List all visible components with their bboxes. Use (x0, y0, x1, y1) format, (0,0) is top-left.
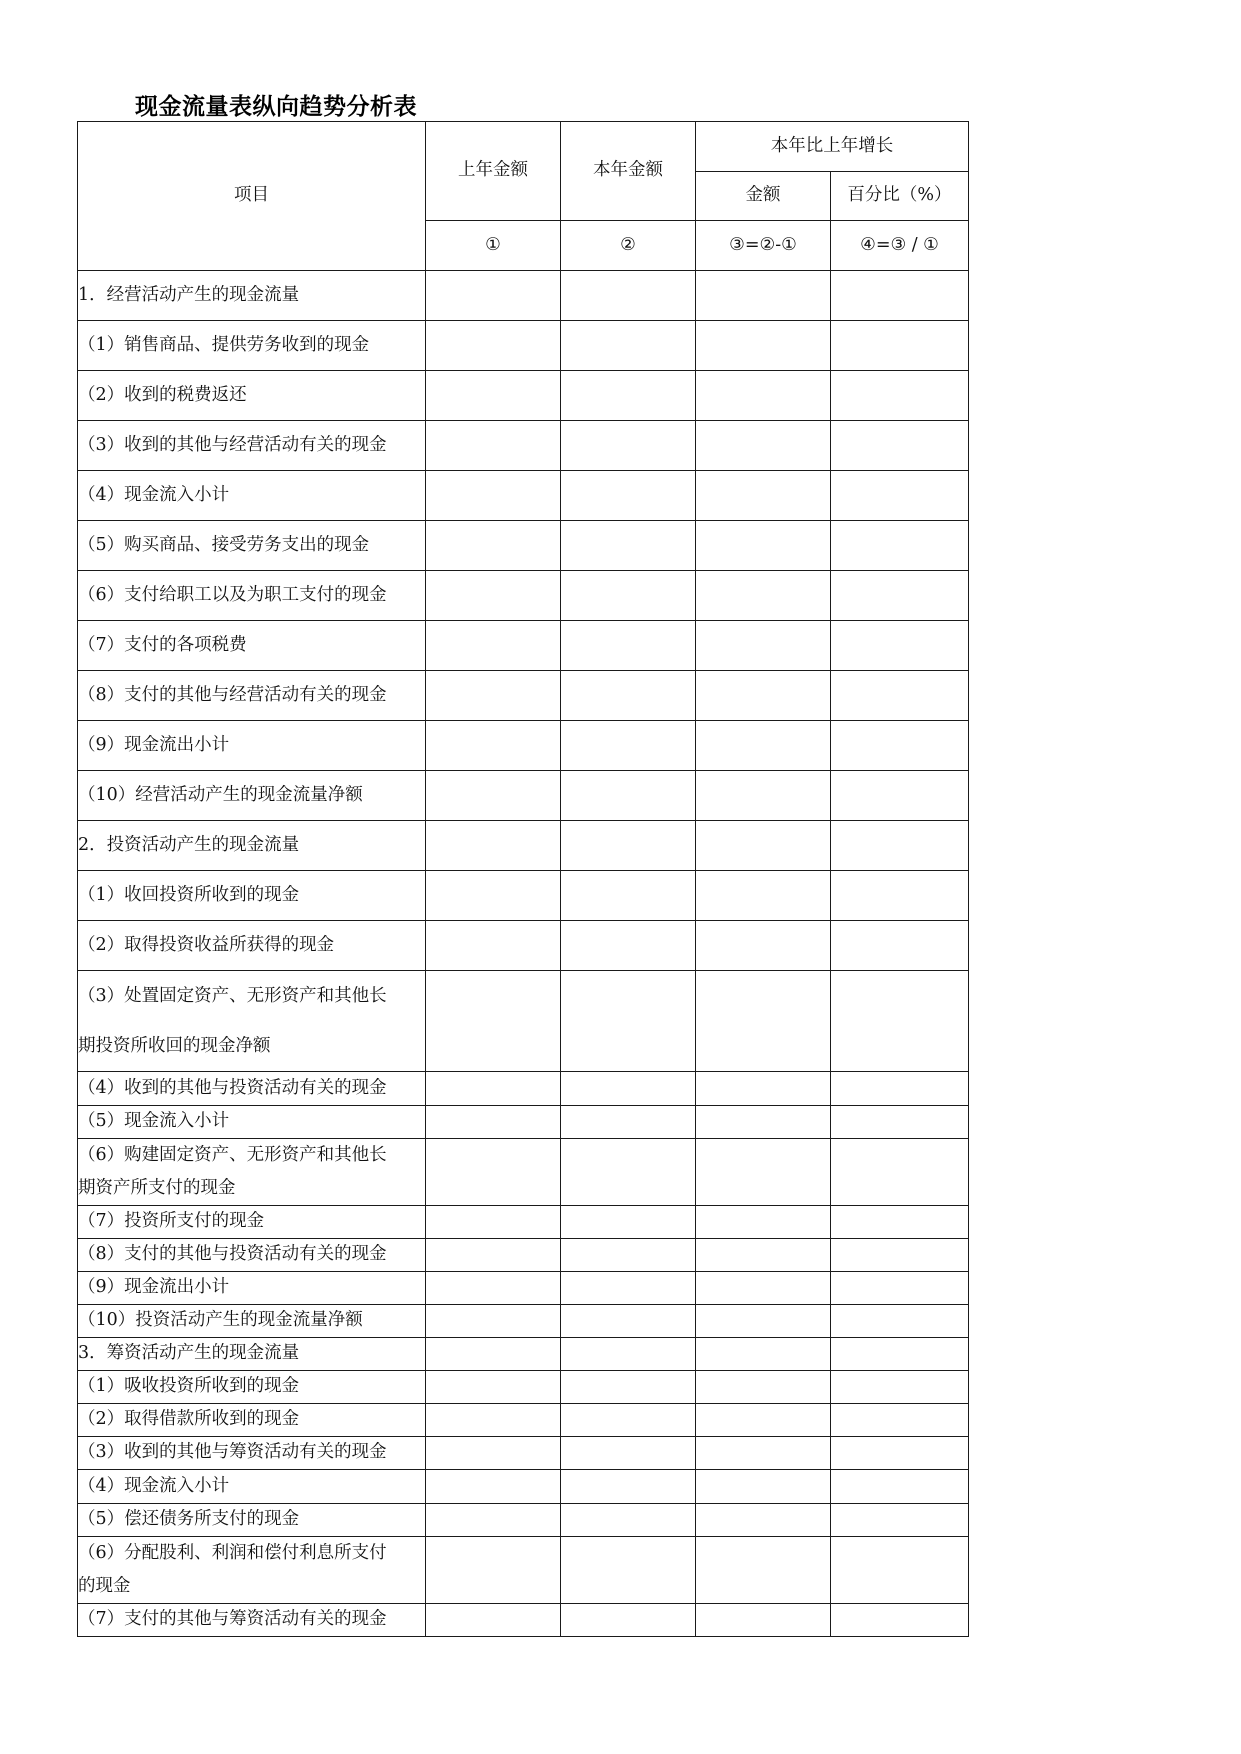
cell-growth-percent (831, 371, 969, 421)
cell-growth-amount (696, 1239, 831, 1272)
cell-growth-percent (831, 1404, 969, 1437)
row-label (78, 671, 426, 721)
cell-growth-percent (831, 1139, 969, 1206)
table-row (78, 1072, 969, 1106)
cell-growth-amount (696, 1072, 831, 1106)
row-label (78, 821, 426, 871)
header-amount: 金额 (696, 172, 831, 221)
row-label-text: （3）处置固定资产、无形资产和其他长 (78, 986, 387, 1006)
cell-growth-amount (696, 971, 831, 1072)
cell-growth-percent (831, 971, 969, 1072)
table-row (78, 821, 969, 871)
table-row (78, 721, 969, 771)
cell-prev-year (426, 1470, 561, 1504)
cell-growth-amount (696, 821, 831, 871)
cell-curr-year (561, 1305, 696, 1338)
cell-growth-amount (696, 521, 831, 571)
row-label-text: （10）经营活动产生的现金流量净额 (78, 784, 363, 805)
table-row (78, 571, 969, 621)
row-label (78, 871, 426, 921)
cell-prev-year (426, 1404, 561, 1437)
header-item: 项目 (78, 122, 426, 271)
cell-prev-year (426, 1206, 561, 1239)
cell-curr-year (561, 1072, 696, 1106)
row-label-text: 2．投资活动产生的现金流量 (78, 834, 300, 855)
cell-prev-year (426, 571, 561, 621)
cell-curr-year (561, 1272, 696, 1305)
cell-growth-amount (696, 271, 831, 321)
cell-curr-year (561, 771, 696, 821)
cell-prev-year (426, 1106, 561, 1139)
row-label-text: （6）支付给职工以及为职工支付的现金 (78, 584, 387, 605)
table-row (78, 1470, 969, 1504)
cell-growth-percent (831, 1239, 969, 1272)
cell-growth-amount (696, 1504, 831, 1537)
row-label-text: （3）收到的其他与筹资活动有关的现金 (78, 1442, 387, 1463)
row-label (78, 1537, 426, 1604)
header-curr-year: 本年金额 (561, 122, 696, 221)
row-label (78, 971, 426, 1072)
cell-growth-percent (831, 1604, 969, 1637)
cell-prev-year (426, 371, 561, 421)
row-label-text: （5）偿还债务所支付的现金 (78, 1509, 300, 1530)
table-row (78, 1604, 969, 1637)
row-label (78, 1404, 426, 1437)
table-row (78, 1206, 969, 1239)
cell-growth-percent (831, 421, 969, 471)
cell-growth-percent (831, 521, 969, 571)
row-label-text: （3）收到的其他与经营活动有关的现金 (78, 434, 387, 455)
cell-curr-year (561, 421, 696, 471)
table-row (78, 1305, 969, 1338)
cell-growth-amount (696, 1272, 831, 1305)
table-row (78, 1537, 969, 1604)
table-row (78, 1504, 969, 1537)
header-formula-1: ① (426, 221, 561, 271)
row-label (78, 621, 426, 671)
cell-growth-percent (831, 321, 969, 371)
cell-growth-percent (831, 1272, 969, 1305)
cell-curr-year (561, 671, 696, 721)
cell-curr-year (561, 721, 696, 771)
cell-growth-amount (696, 1338, 831, 1371)
cell-growth-percent (831, 721, 969, 771)
row-label (78, 521, 426, 571)
cell-curr-year (561, 1470, 696, 1504)
cell-prev-year (426, 621, 561, 671)
table-row (78, 471, 969, 521)
row-label-text: （5）购买商品、接受劳务支出的现金 (78, 534, 370, 555)
cell-growth-amount (696, 371, 831, 421)
cell-curr-year (561, 571, 696, 621)
cell-curr-year (561, 321, 696, 371)
cell-growth-amount (696, 1371, 831, 1404)
row-label (78, 571, 426, 621)
cell-curr-year (561, 521, 696, 571)
header-formula-2: ② (561, 221, 696, 271)
cell-growth-percent (831, 471, 969, 521)
table-row (78, 1272, 969, 1305)
cell-prev-year (426, 1437, 561, 1470)
cell-curr-year (561, 1504, 696, 1537)
row-label (78, 1338, 426, 1371)
cell-curr-year (561, 471, 696, 521)
row-label-text: （7）投资所支付的现金 (78, 1211, 265, 1232)
cell-growth-percent (831, 621, 969, 671)
table-row (78, 521, 969, 571)
row-label (78, 1604, 426, 1637)
header-percent: 百分比（%） (831, 172, 969, 221)
row-label-text: （2）收到的税费返还 (78, 384, 247, 405)
cell-curr-year (561, 1437, 696, 1470)
row-label-text: 1．经营活动产生的现金流量 (78, 284, 300, 305)
table-row (78, 421, 969, 471)
cell-prev-year (426, 421, 561, 471)
table-row (78, 1338, 969, 1371)
cell-growth-percent (831, 771, 969, 821)
table-row (78, 371, 969, 421)
header-growth: 本年比上年增长 (696, 122, 969, 172)
cell-prev-year (426, 1604, 561, 1637)
table-row (78, 771, 969, 821)
cell-growth-percent (831, 1371, 969, 1404)
row-label-text: （10）投资活动产生的现金流量净额 (78, 1310, 363, 1331)
header-prev-year: 上年金额 (426, 122, 561, 221)
header-formula-3: ③=②-① (696, 221, 831, 271)
cell-prev-year (426, 521, 561, 571)
row-label-text: （1）收回投资所收到的现金 (78, 884, 300, 905)
cell-growth-amount (696, 1604, 831, 1637)
row-label (78, 1371, 426, 1404)
cell-growth-percent (831, 1437, 969, 1470)
cell-growth-amount (696, 721, 831, 771)
cell-growth-amount (696, 1404, 831, 1437)
cell-curr-year (561, 1404, 696, 1437)
cell-curr-year (561, 1139, 696, 1206)
cell-growth-amount (696, 771, 831, 821)
cell-prev-year (426, 971, 561, 1072)
row-label (78, 321, 426, 371)
cell-prev-year (426, 1072, 561, 1106)
cell-growth-percent (831, 571, 969, 621)
cell-growth-percent (831, 871, 969, 921)
row-label (78, 1139, 426, 1206)
row-label-text: 3．筹资活动产生的现金流量 (78, 1343, 300, 1364)
cell-growth-percent (831, 921, 969, 971)
table-row (78, 871, 969, 921)
cell-growth-amount (696, 471, 831, 521)
cell-prev-year (426, 1371, 561, 1404)
row-label (78, 371, 426, 421)
cell-prev-year (426, 771, 561, 821)
cell-prev-year (426, 871, 561, 921)
table-row (78, 271, 969, 321)
cell-growth-percent (831, 671, 969, 721)
row-label (78, 1504, 426, 1537)
cell-growth-percent (831, 1106, 969, 1139)
cell-curr-year (561, 271, 696, 321)
row-label-text-continued: 期投资所收回的现金净额 (78, 1036, 271, 1056)
cell-growth-amount (696, 871, 831, 921)
cell-curr-year (561, 371, 696, 421)
table-row (78, 621, 969, 671)
cell-curr-year (561, 1537, 696, 1604)
table-row (78, 921, 969, 971)
cell-growth-percent (831, 1072, 969, 1106)
cell-prev-year (426, 1239, 561, 1272)
row-label-text: （4）现金流入小计 (78, 1475, 230, 1496)
cell-prev-year (426, 721, 561, 771)
row-label-text: （5）现金流入小计 (78, 1111, 230, 1132)
row-label-text: （8）支付的其他与投资活动有关的现金 (78, 1244, 387, 1265)
cell-prev-year (426, 271, 561, 321)
row-label-text: （2）取得借款所收到的现金 (78, 1409, 300, 1430)
row-label (78, 771, 426, 821)
cell-prev-year (426, 321, 561, 371)
row-label-text: （9）现金流出小计 (78, 1277, 230, 1298)
row-label-text-continued: 期资产所支付的现金 (78, 1178, 236, 1198)
row-label (78, 471, 426, 521)
cell-growth-amount (696, 1305, 831, 1338)
cell-growth-amount (696, 1106, 831, 1139)
cell-growth-percent (831, 1305, 969, 1338)
cell-curr-year (561, 621, 696, 671)
row-label-text: （4）现金流入小计 (78, 484, 230, 505)
cell-prev-year (426, 1338, 561, 1371)
cell-curr-year (561, 1338, 696, 1371)
row-label-text: （2）取得投资收益所获得的现金 (78, 934, 335, 955)
cell-prev-year (426, 821, 561, 871)
cell-growth-amount (696, 571, 831, 621)
page-title: 现金流量表纵向趋势分析表 (135, 94, 417, 120)
cell-growth-amount (696, 621, 831, 671)
cell-prev-year (426, 921, 561, 971)
row-label (78, 271, 426, 321)
cell-curr-year (561, 1106, 696, 1139)
row-label-text: （7）支付的各项税费 (78, 634, 247, 655)
cell-growth-amount (696, 671, 831, 721)
row-label-text: （1）吸收投资所收到的现金 (78, 1376, 300, 1397)
cell-prev-year (426, 1537, 561, 1604)
table-row (78, 1404, 969, 1437)
row-label (78, 1106, 426, 1139)
cell-prev-year (426, 1272, 561, 1305)
cell-prev-year (426, 671, 561, 721)
table-row (78, 1239, 969, 1272)
table-row (78, 1437, 969, 1470)
row-label (78, 1206, 426, 1239)
cell-growth-percent (831, 1206, 969, 1239)
row-label-text: （6）分配股利、利润和偿付利息所支付 (78, 1543, 387, 1563)
row-label-text: （8）支付的其他与经营活动有关的现金 (78, 684, 387, 705)
cell-prev-year (426, 1139, 561, 1206)
row-label (78, 1239, 426, 1272)
cell-growth-amount (696, 1206, 831, 1239)
cell-curr-year (561, 871, 696, 921)
cell-prev-year (426, 1504, 561, 1537)
row-label-text: （1）销售商品、提供劳务收到的现金 (78, 334, 370, 355)
cash-flow-analysis-table (77, 121, 969, 1637)
table-row (78, 971, 969, 1072)
row-label (78, 1437, 426, 1470)
row-label (78, 1470, 426, 1504)
row-label (78, 421, 426, 471)
row-label (78, 1072, 426, 1106)
row-label (78, 1272, 426, 1305)
cell-curr-year (561, 821, 696, 871)
cell-growth-percent (831, 821, 969, 871)
cell-curr-year (561, 1239, 696, 1272)
cell-growth-percent (831, 1537, 969, 1604)
cell-curr-year (561, 1371, 696, 1404)
cell-growth-amount (696, 1537, 831, 1604)
cell-prev-year (426, 471, 561, 521)
cell-growth-percent (831, 1504, 969, 1537)
row-label-text: （4）收到的其他与投资活动有关的现金 (78, 1077, 387, 1098)
row-label-text: （6）购建固定资产、无形资产和其他长 (78, 1145, 387, 1165)
cell-growth-amount (696, 421, 831, 471)
cell-growth-amount (696, 921, 831, 971)
cell-curr-year (561, 1206, 696, 1239)
cell-curr-year (561, 971, 696, 1072)
row-label (78, 921, 426, 971)
table-row (78, 321, 969, 371)
row-label-text: （9）现金流出小计 (78, 734, 230, 755)
row-label (78, 721, 426, 771)
cell-curr-year (561, 1604, 696, 1637)
cell-prev-year (426, 1305, 561, 1338)
table-row (78, 1139, 969, 1206)
table-row (78, 671, 969, 721)
cell-growth-percent (831, 1470, 969, 1504)
cell-growth-percent (831, 1338, 969, 1371)
table-row (78, 1106, 969, 1139)
row-label-text: （7）支付的其他与筹资活动有关的现金 (78, 1609, 387, 1630)
row-label-text-continued: 的现金 (78, 1576, 131, 1596)
cell-growth-amount (696, 1139, 831, 1206)
cell-curr-year (561, 921, 696, 971)
cell-growth-percent (831, 271, 969, 321)
header-formula-4: ④=③ / ① (831, 221, 969, 271)
table-row (78, 1371, 969, 1404)
cell-growth-amount (696, 1470, 831, 1504)
cell-growth-amount (696, 1437, 831, 1470)
cell-growth-amount (696, 321, 831, 371)
row-label (78, 1305, 426, 1338)
